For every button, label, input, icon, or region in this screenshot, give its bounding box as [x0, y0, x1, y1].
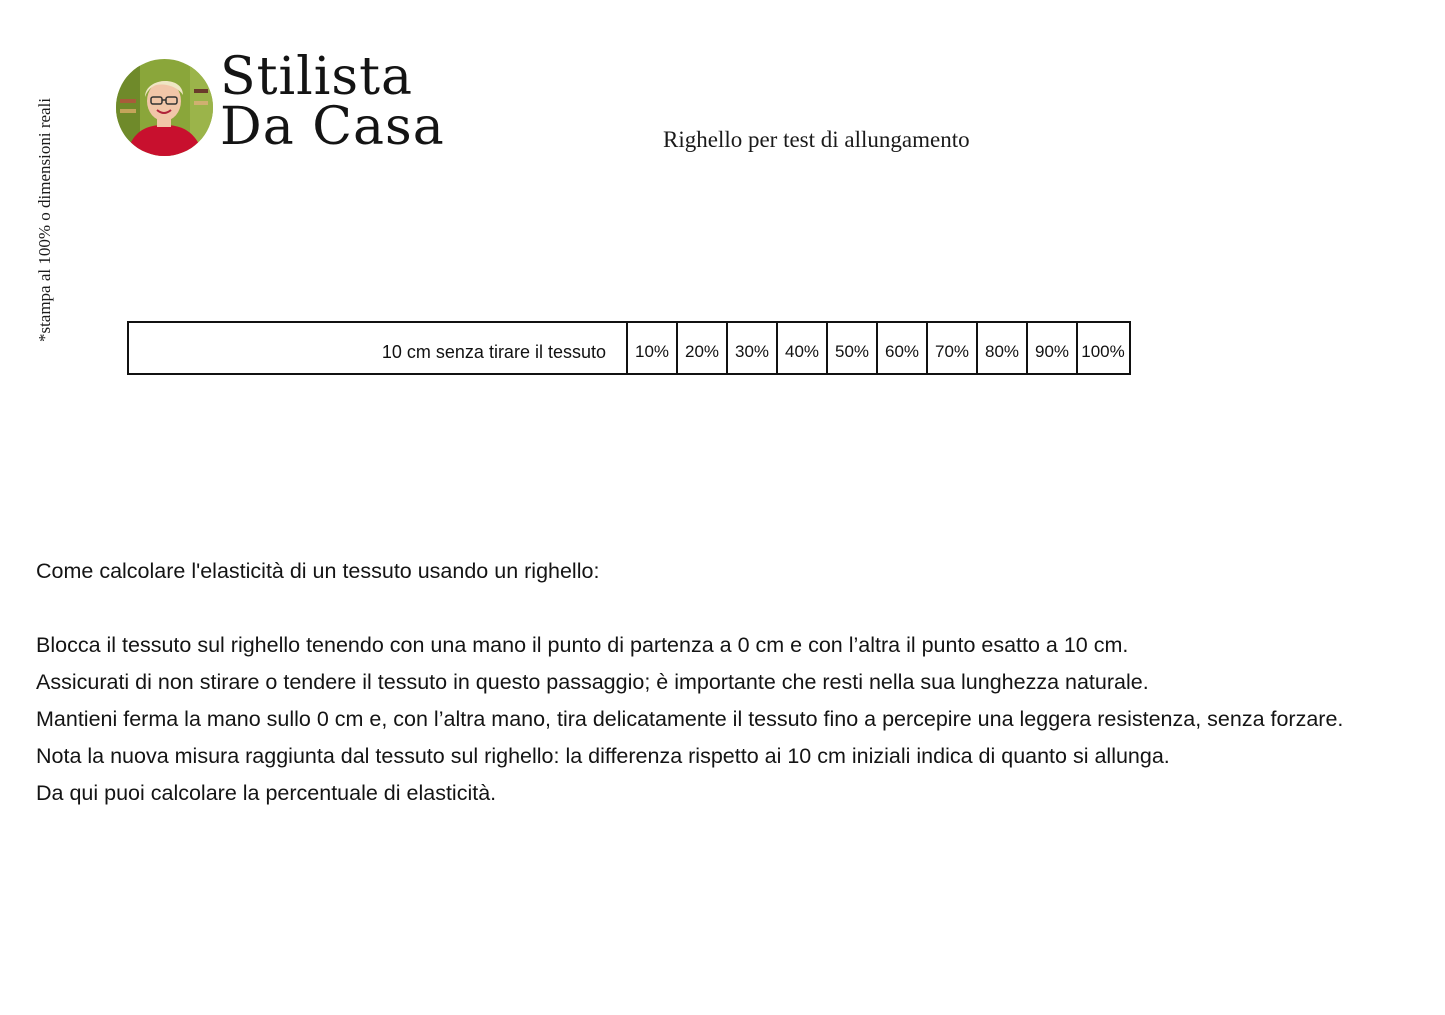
author-portrait-image [116, 59, 213, 156]
brand-line-1: Stilista [220, 47, 413, 107]
instructions-heading: Come calcolare l'elasticità di un tessuto usando un righello: [36, 559, 600, 583]
ruler-cell-100: 100% [1081, 342, 1125, 361]
instruction-line: Nota la nuova misura raggiunta dal tessuto sul righello: la differenza rispetto ai 10 cm iniziali indica di quanto si allunga. [36, 744, 1170, 768]
ruler-base-segment [129, 323, 628, 373]
ruler-cell-60: 60% [878, 323, 928, 373]
ruler-base-label: 10 cm senza tirare il tessuto [381, 341, 606, 362]
ruler-cell-30: 30% [728, 323, 778, 373]
instruction-line: Da qui puoi calcolare la percentuale di elasticità. [36, 781, 497, 805]
author-avatar [116, 59, 213, 156]
ruler-cell-90: 90% [1028, 323, 1078, 373]
instruction-line: Blocca il tessuto sul righello tenendo con una mano il punto di partenza a 0 cm e con l’altra il punto esatto a 10 cm. [36, 633, 1129, 657]
instruction-line: Mantieni ferma la mano sullo 0 cm e, con l’altra mano, tira delicatamente il tessuto fino a percepire una leggera resistenza, senza forzare. [36, 707, 1344, 731]
ruler-cell-40: 40% [778, 323, 828, 373]
instruction-line: Assicurati di non stirare o tendere il tessuto in questo passaggio; è importante che resti nella sua lunghezza naturale. [36, 670, 1149, 694]
instructions-section [36, 553, 1436, 812]
ruler-cell-80: 80% [978, 323, 1028, 373]
ruler-cell-10: 10% [628, 323, 678, 373]
ruler-cell-50: 50% [828, 323, 878, 373]
brand-logo-text [220, 47, 445, 157]
page-title: Righello per test di allungamento [663, 127, 970, 152]
stretch-test-ruler [127, 321, 1131, 375]
print-scale-note: *stampa al 100% o dimensioni reali [35, 97, 54, 343]
brand-line-2: Da Casa [220, 97, 445, 157]
ruler-cell-20: 20% [678, 323, 728, 373]
ruler-cell-70: 70% [928, 323, 978, 373]
